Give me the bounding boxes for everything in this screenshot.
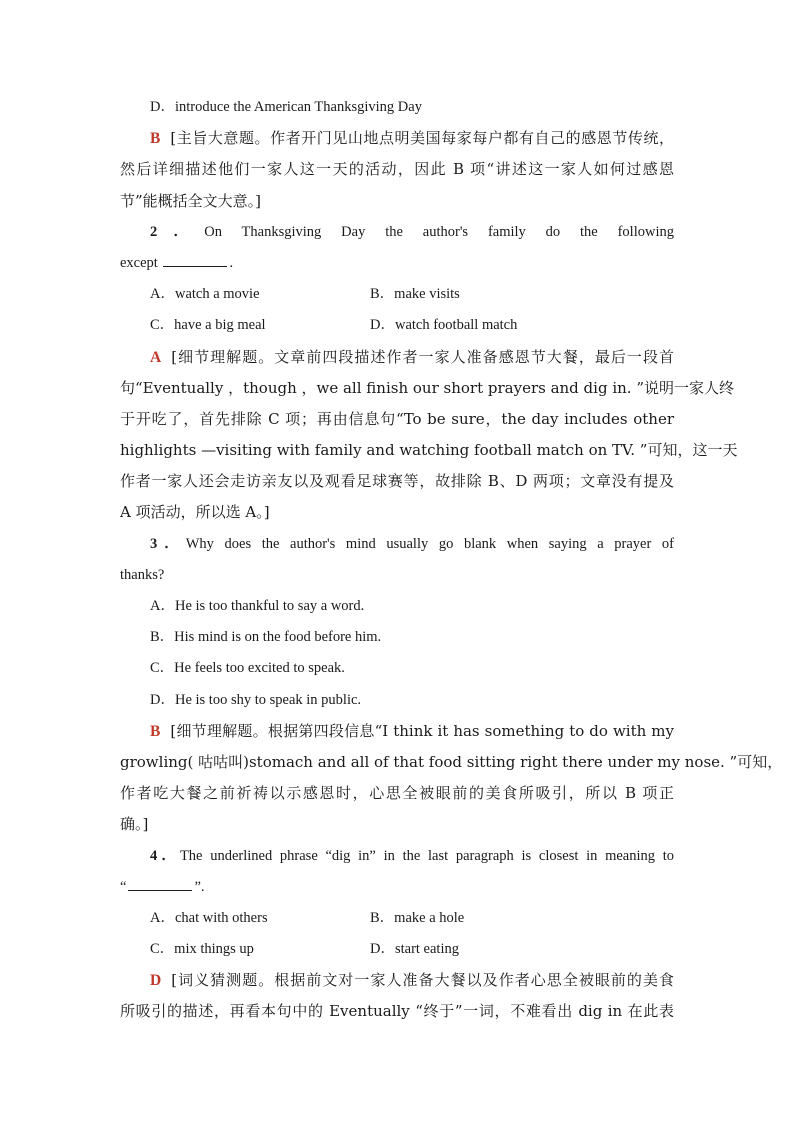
answer-blank [163, 252, 227, 267]
q3-answer: B [150, 722, 161, 740]
q4-option-a: A．chat with others [150, 909, 268, 926]
q3-option-b: B．His mind is on the food before him. [150, 629, 382, 646]
answer-blank [128, 876, 192, 891]
q2-option-a: A．watch a movie [150, 286, 260, 303]
q2-explain-line-4: highlights —visiting with family and watching football match on TV. ”可知，这一天 [120, 441, 738, 460]
q4-stem-line-2: “ ”. [120, 872, 674, 903]
q3-explain-line-4: 确。] [120, 815, 149, 834]
q2-explain-line-3: 于开吃了，首先排除 C 项；再由信息句“To be sure，the day includes other [120, 409, 674, 428]
q1-option-d: D．introduce the American Thanksgiving Day [150, 99, 422, 115]
q1-explain-line-2: 然后详细描述他们一家人这一天的活动，因此 B 项“讲述这一家人如何过感恩 [120, 160, 674, 179]
q4-answer: D [150, 972, 162, 990]
q3-stem-line-2: thanks? [120, 566, 165, 583]
q4-options-row-2 [120, 934, 674, 965]
q2-stem-line-2: except . [120, 248, 674, 279]
q3-option-c: C．He feels too excited to speak. [150, 660, 345, 677]
q2-option-c: C．have a big meal [150, 317, 266, 334]
q4-option-d: D．start eating [370, 941, 459, 958]
q1-answer: B [150, 130, 161, 148]
q2-explain-line-1: A [细节理解题。文章前四段描述作者一家人准备感恩节大餐，最后一段首 [150, 347, 674, 366]
q2-option-d: D．watch football match [370, 317, 518, 334]
q2-options-row-1 [120, 279, 674, 310]
q4-options-row-1 [120, 903, 674, 934]
q3-stem-line-1: 3．Why does the author's mind usually go blank when saying a prayer of [150, 535, 674, 552]
q1-explain-line-3: 节”能概括全文大意。] [120, 191, 262, 210]
q4-explain-line-1: D [词义猜测题。根据前文对一家人准备大餐以及作者心思全被眼前的美食 [150, 971, 674, 990]
q4-option-b: B．make a hole [370, 909, 465, 926]
q2-option-b: B．make visits [370, 286, 460, 303]
q3-option-d: D．He is too shy to speak in public. [150, 691, 362, 708]
q3-explain-line-2: growling( 咕咕叫)stomach and all of that food sitting right there under my nose. ”可知， [120, 752, 783, 771]
q3-explain-line-3: 作者吃大餐之前祈祷以示感恩时，心思全被眼前的美食所吸引，所以 B 项正 [120, 784, 674, 803]
q2-stem-line-1: 2．On Thanksgiving Day the author's family do the following [150, 223, 674, 240]
q1-explain-line-1: B [主旨大意题。作者开门见山地点明美国每家每户都有自己的感恩节传统， [150, 129, 674, 148]
q2-explain-line-2: 句“Eventually ，though ，we all finish our short prayers and dig in. ”说明一家人终 [120, 378, 734, 397]
q2-explain-line-6: A 项活动，所以选 A。] [120, 503, 270, 522]
q4-explain-line-2: 所吸引的描述，再看本句中的 Eventually “终于”一词，不难看出 dig in 在此表 [120, 1002, 674, 1021]
q4-option-c: C．mix things up [150, 941, 254, 958]
q2-options-row-2 [120, 310, 674, 341]
q4-stem-line-1: 4．The underlined phrase “dig in” in the last paragraph is closest in meaning to [150, 847, 675, 864]
q2-explain-line-5: 作者一家人还会走访亲友以及观看足球赛等，故排除 B、D 两项；文章没有提及 [120, 472, 674, 491]
q2-answer: A [150, 348, 162, 366]
q3-option-a: A．He is too thankful to say a word. [150, 598, 365, 614]
q3-explain-line-1: B [细节理解题。根据第四段信息“I think it has something to do with my [150, 721, 674, 740]
